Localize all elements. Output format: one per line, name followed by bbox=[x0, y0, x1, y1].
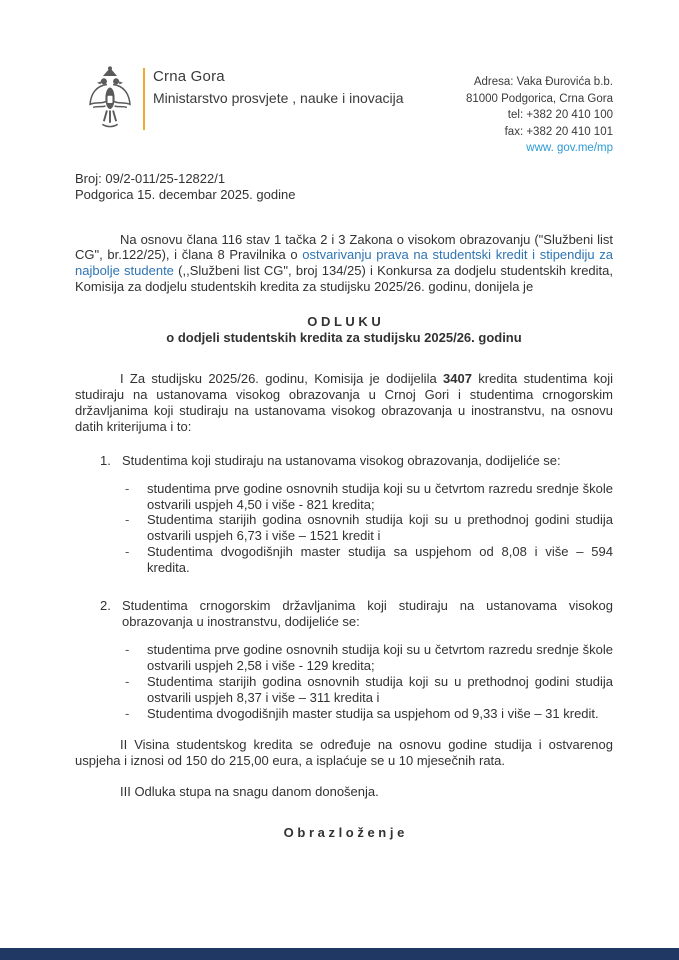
address-block bbox=[466, 66, 613, 157]
section-i-before: I Za studijsku 2025/26. godinu, Komisija je dodijelila bbox=[120, 371, 444, 387]
dash-marker: - bbox=[125, 673, 130, 689]
numbered-item-2 bbox=[75, 598, 613, 721]
item-intro: Studentima koji studiraju na ustanovama visokog obrazovanja, dodijeliće se: bbox=[122, 452, 561, 468]
brand-block bbox=[87, 66, 404, 157]
montenegro-coat-of-arms-icon bbox=[87, 66, 133, 132]
section-i-after: kredita studentima koji studiraju na ustanovama visokog obrazovanja u Crnoj Gori i studentima crnogorskim državljanima koji studiraju na ustanovama visokog obrazovanja u inostranstvu, na osnovu datih kriterijuma i to: bbox=[75, 371, 614, 434]
ministry-name: Ministarstvo prosvjete , nauke i inovacija bbox=[153, 90, 404, 106]
preamble-paragraph bbox=[75, 232, 613, 296]
country-name: Crna Gora bbox=[153, 68, 225, 85]
item-number: 2. bbox=[100, 598, 111, 614]
bullet-text: Studentima starijih godina osnovnih studija koji su u prethodnoj godini studija ostvarili uspjeh 8,37 i više – 311 kredita i bbox=[147, 673, 613, 705]
bullet-item bbox=[75, 544, 613, 576]
preamble-after: (,,Službeni list CG", broj 134/25) i Konkursa za dodjelu studentskih kredita, Komisija za dodjelu studentskih kredita za studijsku 2025/26. godinu, donijela je bbox=[75, 263, 614, 295]
letterhead bbox=[87, 66, 613, 157]
doc-place-date: Podgorica 15. decembar 2025. godine bbox=[75, 186, 296, 202]
address-line: Adresa: Vaka Đurovića b.b. bbox=[473, 76, 613, 88]
bullet-item bbox=[75, 481, 613, 513]
bullet-item bbox=[75, 512, 613, 544]
numbered-item-1 bbox=[75, 453, 613, 576]
preamble-before: Na osnovu člana 116 stav 1 tačka 2 i 3 Zakona o visokom obrazovanju ("Službeni list CG", br.122/25), i člana 8 Pravilnika o bbox=[75, 231, 613, 263]
credits-total: 3407 bbox=[443, 371, 472, 387]
bullet-text: studentima prve godine osnovnih studija koji su u četvrtom razredu srednje škole ostvarili uspjeh 2,58 i više - 129 kredita; bbox=[147, 641, 613, 673]
decision-title: O D L U K U bbox=[307, 314, 381, 330]
bullet-text: studentima prve godine osnovnih studija koji su u četvrtom razredu srednje škole ostvarili uspjeh 4,50 i više - 821 kredita; bbox=[147, 480, 613, 512]
fax-line: fax: +382 20 410 101 bbox=[504, 125, 613, 138]
footer-bar bbox=[0, 948, 679, 960]
section-iii-paragraph: III Odluka stupa na snagu danom donošenja. bbox=[120, 784, 379, 800]
bullet-text: Studentima starijih godina osnovnih studija koji su u prethodnoj godini studija ostvarili uspjeh 6,73 i više – 1521 kredit i bbox=[147, 512, 613, 544]
dash-marker: - bbox=[125, 512, 130, 528]
doc-number: Broj: 09/2-011/25-12822/1 bbox=[75, 170, 226, 186]
bullet-list bbox=[75, 642, 613, 722]
rulebook-link[interactable]: ostvarivanju prava na studentski kredit i stipendiju za najbolje studente bbox=[75, 247, 614, 279]
section-ii-paragraph: II Visina studentskog kredita se određuje na osnovu godine studija i ostvarenog uspjeha i iznosi od 150 do 215,00 eura, a isplaćuje se u 10 mjesečnih rata. bbox=[75, 737, 613, 769]
item-number: 1. bbox=[100, 452, 111, 468]
bullet-text: Studentima dvogodišnjih master studija sa uspjehom od 8,08 i više – 594 kredita. bbox=[147, 544, 613, 576]
bullet-item bbox=[75, 674, 613, 706]
dash-marker: - bbox=[125, 641, 130, 657]
address-line: 81000 Podgorica, Crna Gora bbox=[465, 92, 613, 105]
bullet-item bbox=[75, 706, 613, 722]
website-link[interactable]: www. gov.me/mp bbox=[526, 142, 613, 154]
bullet-item bbox=[75, 642, 613, 674]
item-intro: Studentima crnogorskim državljanima koji studiraju na ustanovama visokog obrazovanja u inostranstvu, dodijeliće se: bbox=[122, 598, 613, 629]
header-divider bbox=[143, 68, 145, 130]
section-i-paragraph bbox=[75, 371, 613, 435]
bullet-list bbox=[75, 481, 613, 576]
dash-marker: - bbox=[125, 544, 130, 560]
phone-line: tel: +382 20 410 100 bbox=[507, 109, 613, 121]
dash-marker: - bbox=[125, 480, 130, 496]
bullet-text: Studentima dvogodišnjih master studija sa uspjehom od 9,33 i više – 31 kredit. bbox=[147, 705, 599, 721]
explanation-heading: O b r a z l o ž e n j e bbox=[283, 825, 405, 841]
decision-subtitle: o dodjeli studentskih kredita za studijsku 2025/26. godinu bbox=[166, 330, 522, 346]
dash-marker: - bbox=[125, 705, 130, 721]
